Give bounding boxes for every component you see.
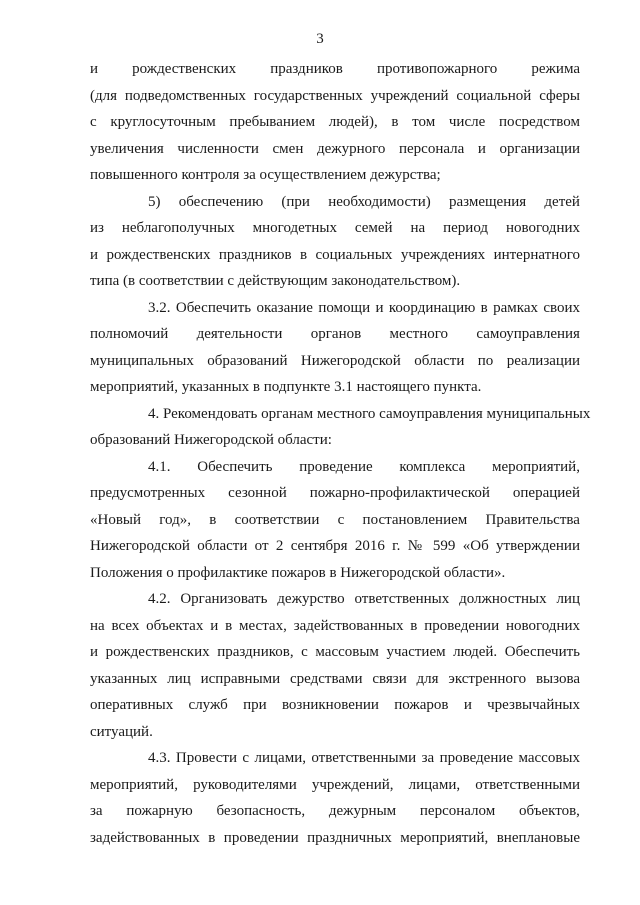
word: размещения — [448, 193, 527, 210]
word: чрезвычайных — [487, 697, 580, 713]
text-line: Положения о профилактике пожаров в Нижегородской области». — [90, 564, 506, 581]
word: противопожарного — [376, 61, 498, 77]
word: соответствии — [234, 511, 320, 528]
text-line — [90, 692, 580, 719]
text-line: образований Нижегородской области: — [90, 432, 332, 448]
text-line — [90, 321, 580, 348]
word: местного — [389, 326, 449, 342]
text-line: 4.2. Организовать дежурство ответственных должностных лиц — [148, 591, 580, 607]
text-line — [90, 189, 580, 216]
word: период — [443, 220, 489, 236]
text-line: увеличения численности смен дежурного персонала и организации — [90, 140, 580, 157]
word: в — [209, 511, 217, 528]
word: полномочий — [90, 326, 169, 342]
word: служб — [188, 697, 228, 713]
word: сезонной — [228, 485, 287, 501]
word: предусмотренных — [90, 485, 206, 501]
text-line: задействованных в проведении праздничных мероприятий, внеплановые — [90, 829, 580, 846]
text-line: и рождественских праздников, с массовым участием людей. Обеспечить — [90, 644, 580, 660]
word: Обеспечить — [197, 458, 273, 475]
text-line: мероприятий, указанных в подпункте 3.1 настоящего пункта. — [90, 379, 482, 395]
text-line: типа (в соответствии с действующим законодательством). — [90, 273, 461, 289]
word: пожаров — [394, 697, 449, 713]
text-line: 4. Рекомендовать органам местного самоуправления муниципальных — [148, 405, 591, 422]
word: из — [90, 220, 104, 236]
text-line — [90, 480, 580, 507]
word: «Новый — [90, 511, 142, 528]
text-line: Нижегородской области от 2 сентября 2016 г. № 599 «Об утверждении — [90, 538, 580, 554]
word: многодетных — [252, 220, 337, 236]
text-line: 4.3. Провести с лицами, ответственными за проведение массовых — [148, 750, 580, 766]
word: семей — [354, 220, 393, 236]
text-line — [90, 454, 580, 481]
word: комплекса — [399, 458, 466, 475]
word: мероприятий, — [491, 458, 580, 475]
word: на — [410, 220, 426, 236]
word: и — [463, 697, 472, 713]
word: безопасность, — [216, 803, 306, 819]
page-number: 3 — [316, 31, 324, 47]
word: Правительства — [485, 511, 580, 528]
text-line: ситуаций. — [90, 723, 153, 740]
text-line: муниципальных образований Нижегородской области по реализации — [90, 352, 580, 369]
word: детей — [544, 193, 580, 210]
word: операцией — [512, 485, 580, 501]
word: (при — [281, 193, 310, 210]
word: за — [90, 803, 103, 819]
text-line: мероприятий, руководителями учреждений, лицами, ответственными — [90, 776, 580, 793]
word: неблагополучных — [121, 220, 235, 236]
word: персоналом — [419, 803, 496, 819]
text-line: (для подведомственных государственных учреждений социальной сферы — [90, 87, 580, 104]
word: с — [337, 511, 345, 528]
word: возникновении — [281, 697, 379, 713]
document-body — [90, 56, 591, 851]
word: оперативных — [90, 697, 174, 713]
word: новогодних — [505, 220, 580, 236]
text-line: повышенного контроля за осуществлением дежурства; — [90, 167, 441, 183]
word: необходимости) — [328, 193, 431, 210]
word: праздников — [270, 61, 343, 77]
text-line: и рождественских праздников в социальных учреждениях интернатного — [90, 246, 580, 263]
text-line: указанных лиц исправными средствами связи для экстренного вызова — [90, 670, 580, 687]
text-line — [90, 56, 580, 83]
word: год», — [159, 511, 192, 528]
word: самоуправления — [476, 326, 580, 342]
word: при — [243, 697, 267, 713]
text-line — [90, 798, 580, 825]
text-line — [90, 507, 580, 534]
word: 4.1. — [148, 458, 171, 475]
word: дежурным — [328, 803, 397, 819]
word: объектов, — [518, 803, 580, 819]
text-line: на всех объектах и в местах, задействованных в проведении новогодних — [90, 617, 580, 634]
text-line — [90, 215, 580, 242]
text-line: 3.2. Обеспечить оказание помощи и координацию в рамках своих — [148, 299, 580, 316]
text-line: с круглосуточным пребыванием людей), в том числе посредством — [90, 114, 580, 130]
word: пожарно-профилактической — [309, 485, 490, 501]
word: деятельности — [196, 326, 283, 342]
word: обеспечению — [178, 193, 264, 210]
word: 5) — [148, 193, 161, 210]
word: проведение — [299, 458, 373, 475]
word: органов — [310, 326, 362, 342]
word: рождественских — [132, 61, 237, 77]
word: и — [90, 61, 99, 77]
word: пожарную — [126, 803, 193, 819]
word: режима — [531, 61, 580, 77]
word: постановлением — [362, 511, 468, 528]
